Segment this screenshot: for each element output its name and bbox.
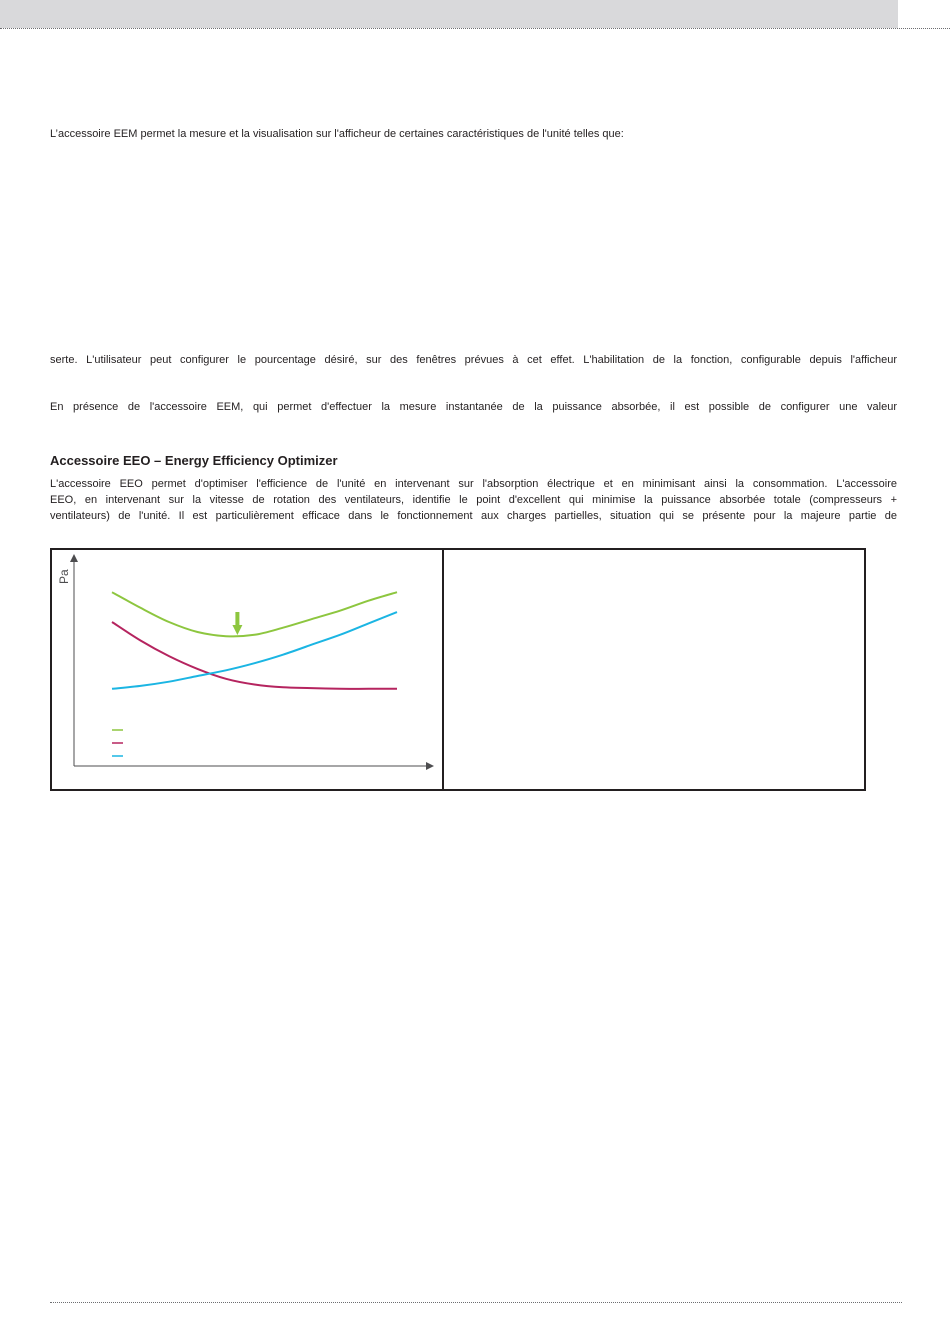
optimum-marker-layer (232, 612, 242, 635)
section-title-eeo: Accessoire EEO – Energy Efficiency Optimizer (50, 453, 338, 468)
section-line: ventilateurs) de l'unité. Il est particulièrement efficace dans le fonctionnement aux charges partielles, situation qui se présente pour la majeure partie de (50, 510, 897, 522)
section-line: L'accessoire EEO permet d'optimiser l'efficience de l'unité en intervenant sur l'absorption électrique et en minimisant ainsi la consommation. L'accessoire (50, 478, 897, 490)
para-presence: En présence de l'accessoire EEM, qui permet d'effectuer la mesure instantanée de la puissance absorbée, il est possible de configurer une valeur (50, 401, 897, 413)
series-line-fans (112, 612, 397, 689)
legend-layer (112, 730, 123, 756)
section-line: EEO, en intervenant sur la vitesse de rotation des ventilateurs, identifie le point d'excellent qui minimise la puissance absorbée totale (compresseurs + (50, 494, 897, 506)
para-serte: serte. L'utilisateur peut configurer le pourcentage désiré, sur des fenêtres prévues à cet effet. L'habilitation de la fonction, configurable depuis l'afficheur (50, 354, 897, 366)
figure-divider (442, 549, 444, 789)
optimum-arrow-shaft (235, 612, 239, 626)
series-layer (112, 592, 397, 689)
header-band (0, 0, 898, 28)
header-divider (0, 28, 950, 29)
efficiency-chart (52, 550, 442, 787)
footer-divider (50, 1302, 902, 1303)
optimum-arrow-head (232, 625, 242, 635)
y-axis-label: Pa (57, 569, 71, 584)
series-line-compressors (112, 622, 397, 689)
section-body-eeo (50, 476, 897, 524)
para-eem-intro: L’accessoire EEM permet la mesure et la visualisation sur l'afficheur de certaines caractéristiques de l'unité telles que: (50, 128, 624, 140)
